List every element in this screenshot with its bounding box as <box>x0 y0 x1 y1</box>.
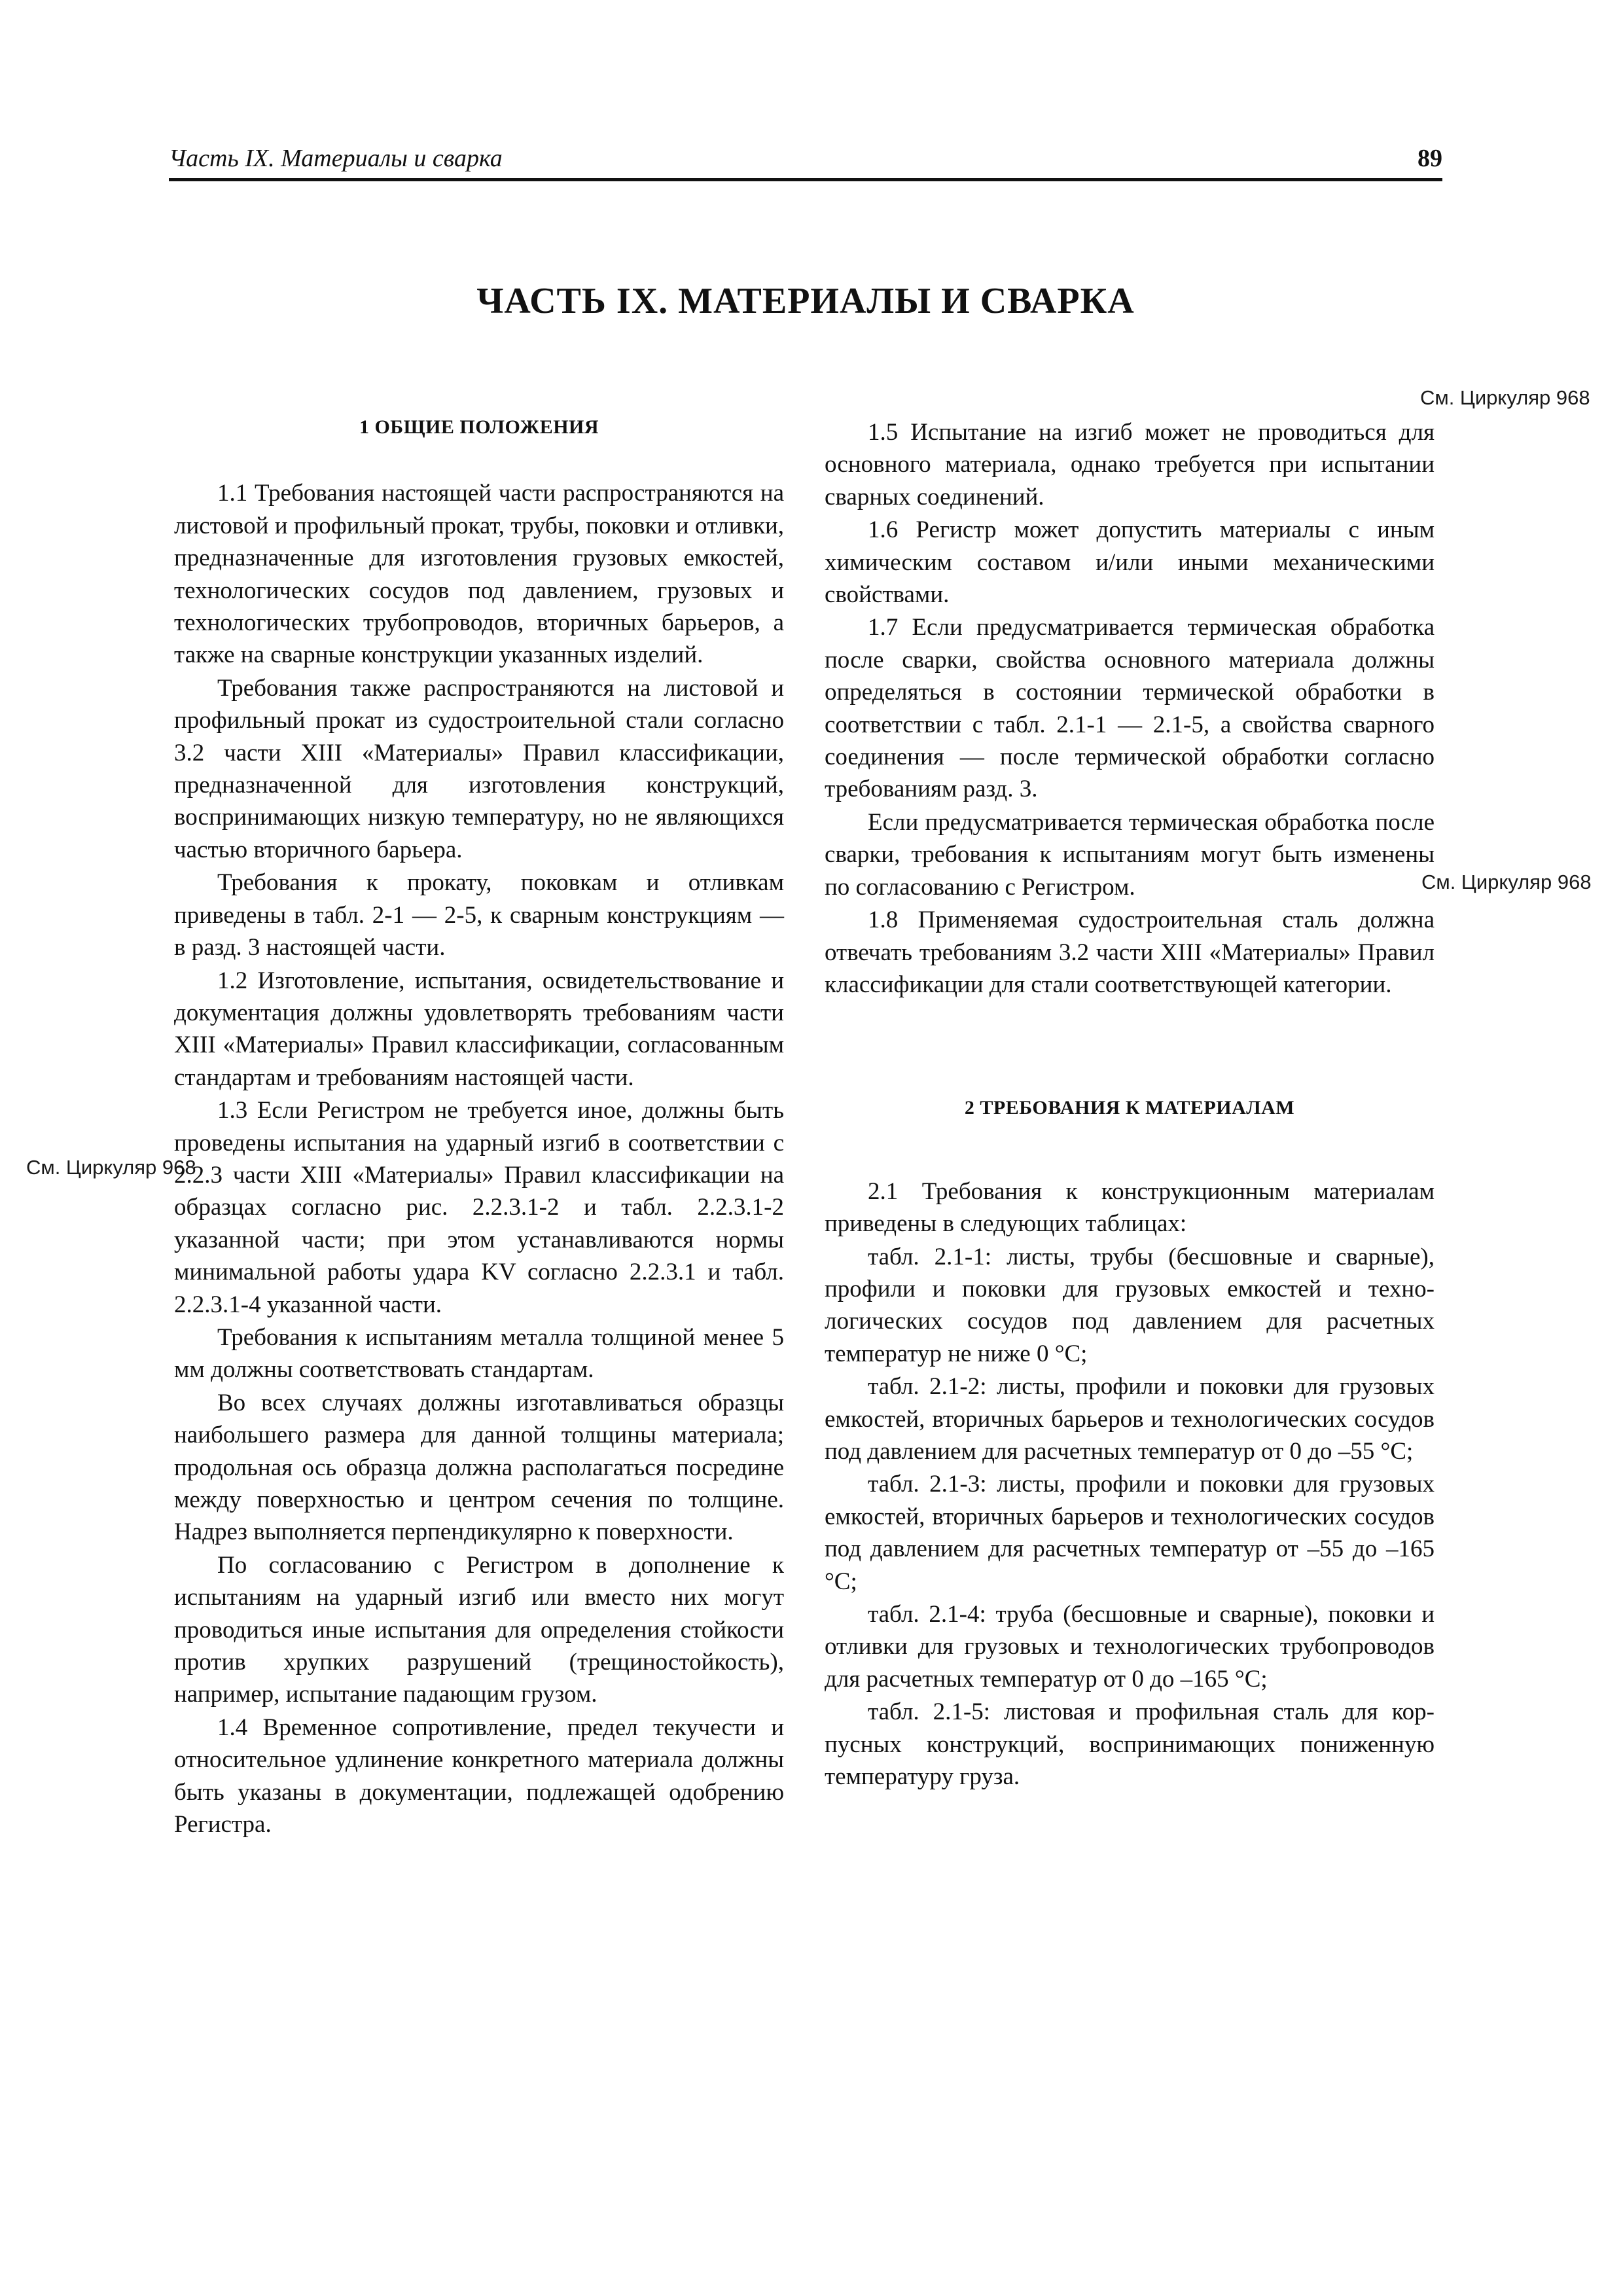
running-header <box>169 141 1442 181</box>
paragraph-1-5: 1.5 Испытание на изгиб может не проводиться для основного материала, однако требуется при испытании сварных соединений. <box>825 419 1435 511</box>
paragraph: Требования также распространяются на листовой и профильный прокат из судостроительной стали согласно 3.2 части XIII «Материалы» Правил классификации, предназначенной для изготовления конструкций, воспринимающих низкую температуру, но не являющихся частью вторичного барьера. <box>174 674 784 863</box>
section-heading-materials: 2 ТРЕБОВАНИЯ К МАТЕРИАЛАМ <box>964 1097 1295 1119</box>
table-reference-item: табл. 2.1-4: труба (бесшовные и сварные), поковки и отливки для грузовых и технологических трубопроводов для расчетных температур от 0 до –165 °С; <box>825 1601 1435 1693</box>
paragraph-1-3: 1.3 Если Регистром не требуется иное, должны быть проведены испытания на ударный изгиб в соответствии с 2.2.3 части XIII «Материалы» Правил классификации на образцах согласно рис. 2.2.3.1-2 и табл. 2.2.3.1-2 указанной части; при этом устанавливаются нормы минимальной работы удара KV согласно 2.2.3.1 и табл. 2.2.3.1-4 указанной части. <box>174 1097 784 1318</box>
paragraph-1-2: 1.2 Изготовление, испытания, освидетельствование и документация должны удовлетворять требованиям части XIII «Материалы» Правил классификации, согласованным стандартам и требованиям настоящей части. <box>174 967 784 1091</box>
right-column <box>825 416 1435 1793</box>
table-reference-item: табл. 2.1-5: листовая и профильная сталь для корпусных конструкций, воспринимающих пониженную температуру груза. <box>825 1698 1435 1791</box>
left-column <box>174 411 784 1841</box>
running-title: Часть IX. Материалы и сварка <box>169 145 503 172</box>
paragraph-1-4: 1.4 Временное сопротивление, предел текучести и относительное удлинение конкретного материала должны быть указаны в документации, подлежащей одобрению Регистра. <box>174 1713 784 1839</box>
paragraph: Требования к испытаниям металла толщиной менее 5 мм должны соответствовать стандартам. <box>174 1323 784 1384</box>
table-reference-item: табл. 2.1-1: листы, трубы (бесшовные и сварные), профили и поковки для грузовых емкостей и технологических сосудов под давлением для расчетных температур не ниже 0 °С; <box>825 1243 1435 1367</box>
paragraph-1-1: 1.1 Требования настоящей части распространяются на листовой и профильный прокат, трубы, поковки и отливки, предназначенные для изготовления грузовых емкостей, технологических сосудов под давлением, грузовых и технологических трубопроводов, вторичных барьеров, а также на сварные конструкции указанных изделий. <box>174 480 784 669</box>
table-reference-item: табл. 2.1-2: листы, профили и поковки для грузовых емкостей, вторичных барьеров и технологических сосудов под давлением для расчетных температур от 0 до –55 °С; <box>825 1373 1435 1465</box>
paragraph: По согласованию с Регистром в дополнение к испытаниям на ударный изгиб или вместо них могут проводиться иные испытания для определения стойкости против хрупких разрушений (трещиностойкость), например, испытание падающим грузом. <box>174 1551 784 1708</box>
paragraph: Во всех случаях должны изготавливаться образцы наибольшего размера для данной толщины материала; продольная ось образца должна располагаться посредине между поверхностью и центром сечения по толщине. Надрез выполняется перпендикулярно к поверхности. <box>174 1389 784 1546</box>
paragraph: Если предусматривается термическая обработка после сварки, требования к испытаниям могут быть изменены по согласованию с Регистром. <box>825 808 1435 901</box>
paragraph-1-7: 1.7 Если предусматривается термическая обработка после сварки, свойства основного материала должны определяться в состоянии термической обработки в соответствии с табл. 2.1-1 — 2.1-5, а свойства сварного соединения — после термической обработки согласно требованиям разд. 3. <box>825 614 1435 803</box>
table-reference-item: табл. 2.1-3: листы, профили и поковки для грузовых емкостей, вторичных барьеров и технологических сосудов под давлением для расчетных температур от –55 до –165 °С; <box>825 1471 1435 1595</box>
paragraph-2-1: 2.1 Требования к конструкционным материалам приведены в следующих таблицах: <box>825 1177 1435 1238</box>
paragraph-1-8: 1.8 Применяемая судостроительная сталь должна отвечать требованиям 3.2 части XIII «Материалы» Правил классификации для стали соответствующей категории. <box>825 906 1435 998</box>
margin-note-circular[interactable]: См. Циркуляр 968 <box>26 1156 196 1179</box>
section-heading-general: 1 ОБЩИЕ ПОЛОЖЕНИЯ <box>359 416 599 438</box>
margin-note-circular[interactable]: См. Циркуляр 968 <box>1421 870 1592 893</box>
paragraph-1-6: 1.6 Регистр может допустить материалы с иным химическим составом и/или иными механическими свойствами. <box>825 516 1435 609</box>
margin-note-circular[interactable]: См. Циркуляр 968 <box>1420 386 1590 409</box>
page-number: 89 <box>1418 145 1442 172</box>
part-title: ЧАСТЬ IX. МАТЕРИАЛЫ И СВАРКА <box>476 281 1135 321</box>
paragraph: Требования к прокату, поковкам и отливкам приведены в табл. 2-1 — 2-5, к сварным конструкциям — в разд. 3 настоящей части. <box>174 869 784 961</box>
spacer <box>825 1001 1435 1092</box>
